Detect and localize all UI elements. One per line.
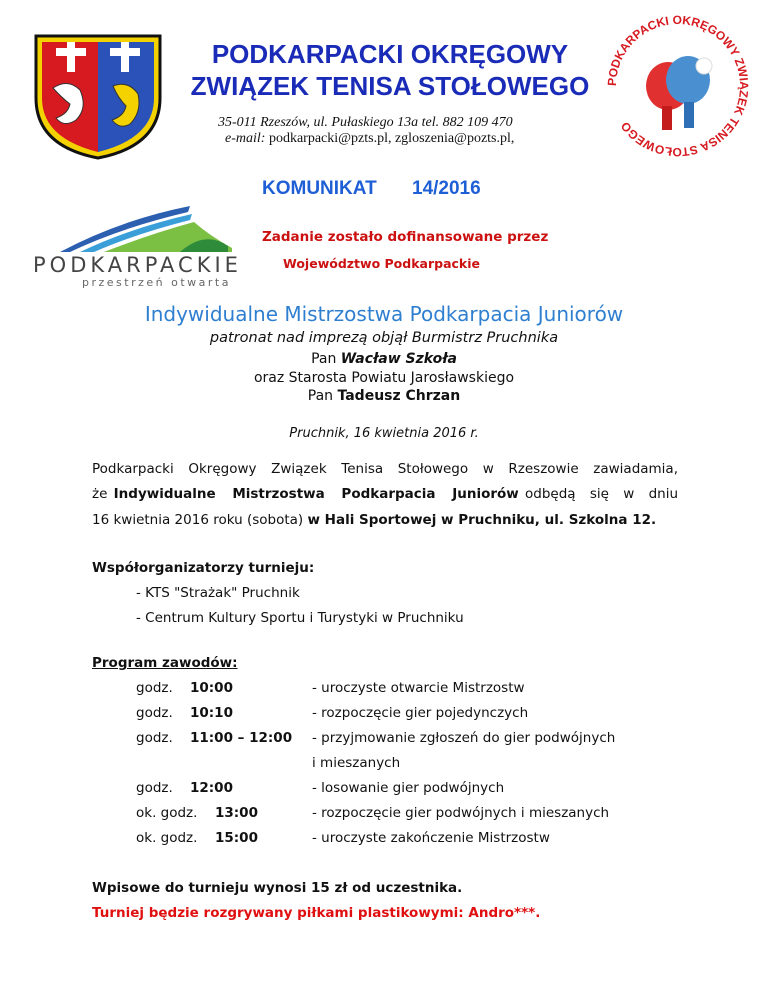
announcement-date: 16 kwietnia 2016 roku (sobota) bbox=[92, 512, 308, 528]
podkarpackie-logo-icon bbox=[60, 200, 240, 260]
program-time: 12:00 bbox=[190, 780, 233, 796]
program-prefix: ok. godz. bbox=[136, 805, 198, 821]
announcement-line1: Podkarpacki Okręgowy Związek Tenisa Stołowego w Rzeszowie zawiadamia, bbox=[92, 461, 678, 477]
program-desc: - rozpoczęcie gier podwójnych i mieszanych bbox=[312, 805, 610, 821]
coat-of-arms-icon bbox=[28, 28, 168, 163]
program-time: 11:00 – 12:00 bbox=[190, 730, 293, 746]
program-desc: - uroczyste otwarcie Mistrzostw bbox=[312, 680, 525, 696]
program-desc: - losowanie gier podwójnych bbox=[312, 780, 505, 796]
program-heading: Program zawodów: bbox=[92, 655, 238, 671]
sponsor-line2: Województwo Podkarpackie bbox=[283, 256, 480, 271]
sponsor-line1: Zadanie zostało dofinansowane przez bbox=[262, 229, 549, 245]
pan2-prefix: Pan bbox=[307, 388, 338, 404]
pan2-name: Tadeusz Chrzan bbox=[337, 388, 461, 404]
komunikat-number: 14/2016 bbox=[412, 178, 481, 199]
podkarpackie-logo-tagline: przestrzeń otwarta bbox=[82, 276, 231, 289]
announcement-line2 bbox=[92, 486, 678, 502]
program-time: 10:10 bbox=[190, 705, 233, 721]
org-address: 35-011 Rzeszów, ul. Pułaskiego 13a tel. 882 109 470 bbox=[218, 115, 513, 130]
komunikat-label: KOMUNIKAT bbox=[262, 178, 377, 199]
org-title-line1: PODKARPACKI OKRĘGOWY bbox=[211, 39, 569, 69]
announcement-venue: w Hali Sportowej w Pruchniku, ul. Szkolna 12. bbox=[307, 512, 657, 528]
patron-name-1 bbox=[0, 351, 768, 367]
event-title: Indywidualne Mistrzostwa Podkarpacia Juniorów bbox=[144, 302, 624, 326]
coorganizer-item: - KTS "Strażak" Pruchnik bbox=[136, 585, 300, 601]
announcement-ze: że bbox=[92, 486, 108, 502]
program-desc-continued: i mieszanych bbox=[312, 755, 401, 771]
org-email bbox=[225, 131, 514, 147]
balls-info: Turniej będzie rozgrywany piłkami plastikowymi: Andro***. bbox=[92, 905, 541, 921]
program-desc: - rozpoczęcie gier pojedynczych bbox=[312, 705, 529, 721]
patron-name-2 bbox=[0, 388, 768, 404]
announcement-date-intro: odbędą się w dniu bbox=[525, 486, 678, 502]
pan1-name: Wacław Szkoła bbox=[340, 351, 457, 367]
starosta-line: oraz Starosta Powiatu Jarosławskiego bbox=[253, 370, 515, 386]
logo-ring-text: PODKARPACKI OKRĘGOWY ZWIĄZEK TENISA STOŁOWEGO bbox=[604, 12, 752, 160]
announcement-line3 bbox=[92, 512, 656, 528]
coorganizer-item: - Centrum Kultury Sportu i Turystyki w Pruchniku bbox=[136, 610, 464, 626]
program-time: 15:00 bbox=[215, 830, 258, 846]
email-label: e-mail: bbox=[225, 131, 266, 146]
email-values: podkarpacki@pzts.pl, zgloszenia@pozts.pl, bbox=[268, 131, 515, 146]
pan1-prefix: Pan bbox=[311, 351, 341, 367]
podkarpackie-logo-name: PODKARPACKIE bbox=[33, 253, 242, 277]
program-prefix: godz. bbox=[136, 680, 173, 696]
org-title-line2: ZWIĄZEK TENISA STOŁOWEGO bbox=[190, 71, 590, 101]
coorganizers-heading: Współorganizatorzy turnieju: bbox=[92, 560, 315, 576]
program-time: 10:00 bbox=[190, 680, 233, 696]
program-desc: - uroczyste zakończenie Mistrzostw bbox=[312, 830, 550, 846]
pozts-logo-icon bbox=[598, 6, 758, 166]
place-date: Pruchnik, 16 kwietnia 2016 r. bbox=[289, 426, 479, 441]
program-prefix: godz. bbox=[136, 780, 173, 796]
entry-fee: Wpisowe do turnieju wynosi 15 zł od uczestnika. bbox=[92, 880, 463, 896]
program-desc: - przyjmowanie zgłoszeń do gier podwójnych bbox=[312, 730, 616, 746]
program-prefix: godz. bbox=[136, 705, 173, 721]
patron-line: patronat nad imprezą objął Burmistrz Pruchnika bbox=[209, 330, 559, 346]
program-prefix: ok. godz. bbox=[136, 830, 198, 846]
announcement-event-name: Indywidualne Mistrzostwa Podkarpacia Juniorów bbox=[113, 486, 519, 502]
program-time: 13:00 bbox=[215, 805, 258, 821]
program-prefix: godz. bbox=[136, 730, 173, 746]
